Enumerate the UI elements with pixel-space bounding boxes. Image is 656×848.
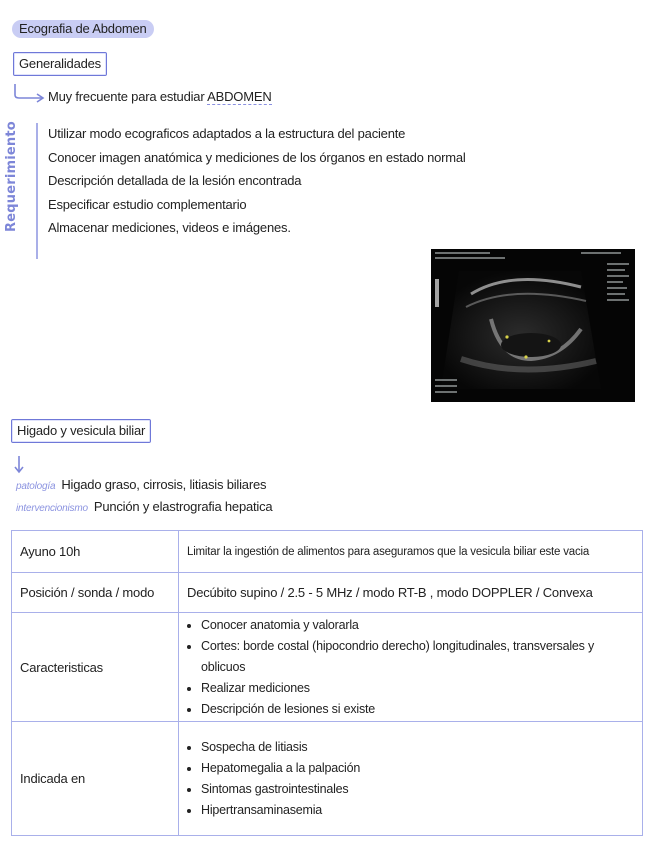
row-label: Indicada en bbox=[12, 722, 179, 836]
requirements-list bbox=[48, 122, 466, 240]
frequency-note-emphasis: ABDOMEN bbox=[207, 89, 272, 104]
requirement-bracket bbox=[36, 123, 38, 259]
table-row bbox=[12, 613, 643, 722]
list-item: • Realizar mediciones bbox=[201, 678, 634, 699]
row-label: Posición / sonda / modo bbox=[12, 573, 179, 613]
arrow-down-icon bbox=[12, 455, 26, 475]
heading-generalidades: Generalidades bbox=[13, 52, 107, 76]
requirement-item: Utilizar modo ecograficos adaptados a la estructura del paciente bbox=[48, 126, 406, 141]
requirement-item: Conocer imagen anatómica y mediciones de los órganos en estado normal bbox=[48, 149, 466, 165]
patologia-text: Higado graso, cirrosis, litiasis biliares bbox=[61, 477, 267, 492]
table-row bbox=[12, 531, 643, 573]
list bbox=[187, 615, 634, 720]
list-item: • Conocer anatomia y valorarla bbox=[201, 615, 634, 636]
list-item: • Sospecha de litiasis bbox=[201, 737, 634, 758]
intervencionismo-line bbox=[16, 499, 272, 514]
frequency-note bbox=[48, 89, 272, 104]
row-label: Caracteristicas bbox=[12, 613, 179, 722]
list-item: • Hipertransaminasemia bbox=[201, 800, 634, 821]
row-value bbox=[179, 613, 643, 722]
row-label: Ayuno 10h bbox=[12, 531, 179, 573]
table-row bbox=[12, 573, 643, 613]
patologia-tag: patología bbox=[16, 481, 56, 492]
table-row bbox=[12, 722, 643, 836]
requirement-item: Descripción detallada de la lesión encontrada bbox=[48, 173, 302, 188]
requirement-item: Almacenar mediciones, videos e imágenes. bbox=[48, 220, 291, 235]
ultrasound-image bbox=[431, 249, 635, 402]
list-item: • Cortes: borde costal (hipocondrio derecho) longitudinales, transversales y oblicuos bbox=[201, 636, 634, 678]
list bbox=[187, 737, 634, 821]
intervencionismo-text: Punción y elastrografia hepatica bbox=[93, 499, 273, 514]
row-value bbox=[179, 722, 643, 836]
list-item: • Descripción de lesiones si existe bbox=[201, 699, 634, 720]
frequency-note-text: Muy frecuente para estudiar bbox=[48, 89, 205, 104]
requirement-item: Especificar estudio complementario bbox=[48, 196, 247, 212]
heading-higado-vesicula: Higado y vesicula biliar bbox=[11, 419, 151, 443]
row-value: Decúbito supino / 2.5 - 5 MHz / modo RT-B , modo DOPPLER / Convexa bbox=[179, 573, 643, 613]
list-item: • Sintomas gastrointestinales bbox=[201, 779, 634, 800]
row-value: Limitar la ingestión de alimentos para aseguramos que la vesicula biliar este vacia bbox=[179, 531, 643, 573]
info-table bbox=[11, 530, 643, 836]
patologia-line bbox=[16, 477, 266, 492]
intervencionismo-tag: intervencionismo bbox=[16, 503, 88, 514]
arrow-right-icon bbox=[12, 82, 46, 106]
page-title: Ecografia de Abdomen bbox=[12, 20, 154, 38]
list-item: • Hepatomegalia a la palpación bbox=[201, 758, 634, 779]
